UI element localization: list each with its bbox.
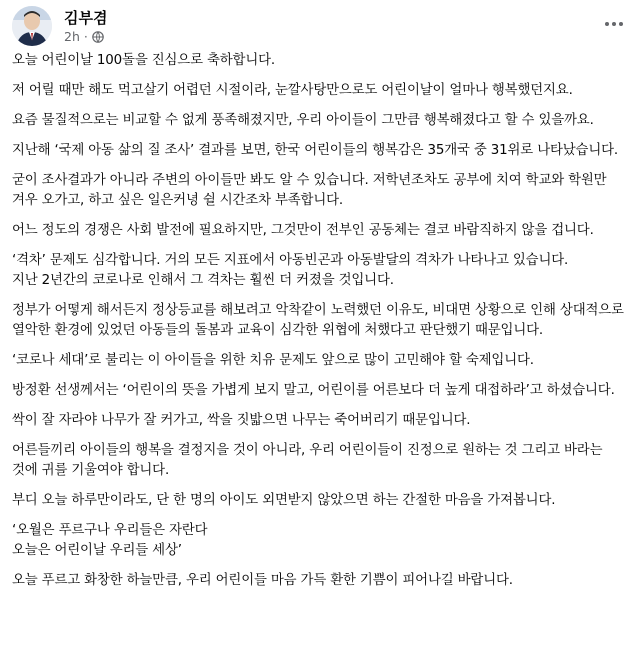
post-paragraph: 요즘 물질적으로는 비교할 수 없게 풍족해졌지만, 우리 아이들이 그만큼 행복해졌다고 할 수 있을까요. [12,113,594,128]
post-body [12,51,632,601]
post-paragraph: 저 어릴 때만 해도 먹고살기 어렵던 시절이라, 눈깔사탕만으로도 어린이날이 얼마나 행복했던지요. [12,83,573,98]
more-options-icon[interactable] [600,12,628,36]
profile-photo-icon [12,6,52,46]
post-paragraph: 어느 정도의 경쟁은 사회 발전에 필요하지만, 그것만이 전부인 공동체는 결코 바람직하지 않을 겁니다. [12,223,594,238]
more-dot [619,22,623,26]
post-paragraph: 방정환 선생께서는 ‘어린이의 뜻을 가볍게 보지 말고, 어린이를 어른보다 더 높게 대접하라’고 하셨습니다. [12,383,615,398]
post-paragraph: 오늘 푸르고 화창한 하늘만큼, 우리 어린이들 마음 가득 환한 기쁨이 피어나길 바랍니다. [12,573,513,588]
more-dot [612,22,616,26]
post-paragraph: 오늘 어린이날 100돌을 진심으로 축하합니다. [12,53,275,68]
post-paragraph: 굳이 조사결과가 아니라 주변의 아이들만 봐도 알 수 있습니다. 저학년조차도 공부에 치여 학교와 학원만 겨우 오가고, 하고 싶은 일은커녕 쉴 시간조차 부족합니다. [12,173,607,208]
post-paragraph: ‘코로나 세대’로 불리는 이 아이들을 위한 치유 문제도 앞으로 많이 고민해야 할 숙제입니다. [12,353,534,368]
post-meta [64,29,104,44]
post-paragraph: 부디 오늘 하루만이라도, 단 한 명의 아이도 외면받지 않았으면 하는 간절한 마음을 가져봅니다. [12,493,556,508]
post-paragraph: 어른들끼리 아이들의 행복을 결정지을 것이 아니라, 우리 어린이들이 진정으로 원하는 것 그리고 바라는 것에 귀를 기울여야 합니다. [12,443,603,478]
author-name[interactable]: 김부겸 [64,9,108,27]
post-paragraph: 정부가 어떻게 해서든지 정상등교를 해보려고 악착같이 노력했던 이유도, 비대면 상황으로 인해 상대적으로 열악한 환경에 있었던 아동들의 돌봄과 교육이 심각한 위협에 처했다고 판단했기 때문입니다. [12,303,624,338]
post-time[interactable]: 2h [64,29,80,44]
more-dot [605,22,609,26]
meta-separator: · [83,29,88,44]
globe-icon[interactable] [92,31,104,43]
post-header [12,4,628,48]
post-paragraph: 지난해 ‘국제 아동 삶의 질 조사’ 결과를 보면, 한국 어린이들의 행복감은 35개국 중 31위로 나타났습니다. [12,143,619,158]
avatar[interactable] [12,6,52,46]
post-paragraph: 싹이 잘 자라야 나무가 잘 커가고, 싹을 짓밟으면 나무는 죽어버리기 때문입니다. [12,413,471,428]
post-paragraph: ‘격차’ 문제도 심각합니다. 거의 모든 지표에서 아동빈곤과 아동발달의 격차가 나타나고 있습니다. 지난 2년간의 코로나로 인해서 그 격차는 훨씬 더 커졌을 것입니다. [12,253,569,288]
post-paragraph: ‘오월은 푸르구나 우리들은 자란다 오늘은 어린이날 우리들 세상’ [12,523,208,558]
